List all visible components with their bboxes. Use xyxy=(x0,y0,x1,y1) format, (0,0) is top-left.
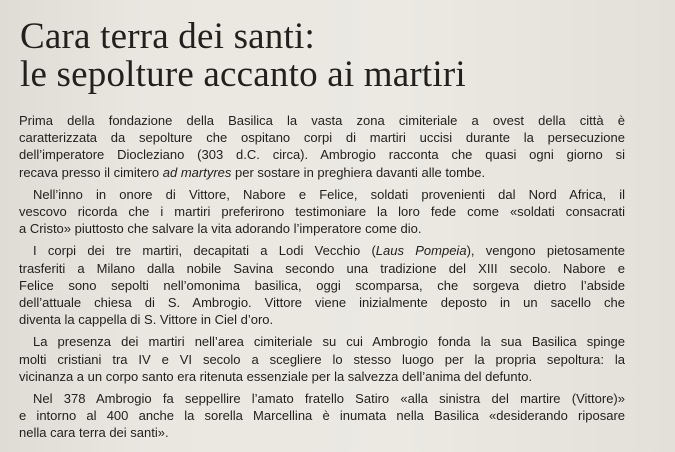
text-line xyxy=(19,242,625,259)
text-line: vescovo ricorda che i martiri preferirono testimoniare la loro fede come «soldati consacrati xyxy=(19,204,625,220)
body-text xyxy=(19,112,625,447)
text-fragment: I corpi dei tre martiri, decapitati a Lodi Vecchio ( xyxy=(33,243,376,259)
paragraph-2 xyxy=(19,186,625,238)
text-line: Prima della fondazione della Basilica la vasta zona cimiteriale a ovest della città è xyxy=(19,113,625,128)
text-line: nella cara terra dei santi». xyxy=(19,425,169,441)
text-line: Nell’inno in onore di Vittore, Nabore e Felice, soldati provenienti dal Nord Africa, il xyxy=(33,186,625,202)
title-line-2: le sepolture accanto ai martiri xyxy=(20,54,466,95)
text-line: dell’attuale chiesa di S. Ambrogio. Vittore viene inizialmente deposto in un sacello che xyxy=(19,295,625,311)
paragraph-1 xyxy=(19,112,625,181)
text-line: caratterizzata da sepolture che ospitano corpi di martiri uccisi durante la persecuzione xyxy=(19,130,625,146)
italic-term: ad martyres xyxy=(162,164,232,180)
text-line: trasferiti a Milano dalla nobile Savina secondo una tradizione del XIII secolo. Nabore e xyxy=(19,260,625,276)
paragraph-4 xyxy=(19,333,625,385)
text-line: Nel 378 Ambrogio fa seppellire l’amato fratello Satiro «alla sinistra del martire (Vittore)» xyxy=(33,391,625,407)
text-fragment: recava presso il cimitero xyxy=(19,164,163,180)
italic-term: Laus Pompeia xyxy=(375,243,467,259)
text-line xyxy=(19,164,625,181)
text-line: dell’imperatore Diocleziano (303 d.C. circa). Ambrogio racconta che quasi ogni giorno si xyxy=(19,147,625,163)
text-line: La presenza dei martiri nell’area cimiteriale su cui Ambrogio fonda la sua Basilica spinge xyxy=(33,334,625,350)
panel-title xyxy=(20,18,466,94)
text-fragment: per sostare in preghiera davanti alle tombe. xyxy=(231,164,486,180)
text-fragment: ), vengono pietosamente xyxy=(466,243,625,259)
text-line: e intorno al 400 anche la sorella Marcellina è inumata nella Basilica «desiderando riposare xyxy=(19,408,625,424)
text-line: Felice sono sepolti nell’omonima basilica, oggi scomparsa, che sorgeva dietro l’abside xyxy=(19,277,625,293)
text-line: diventa la cappella di S. Vittore in Ciel d’oro. xyxy=(19,312,274,328)
title-line-1: Cara terra dei santi: xyxy=(20,16,315,57)
text-line: a Cristo» piuttosto che salvare la vita adorando l’imperatore come dio. xyxy=(19,221,422,237)
text-line: vicinanza a un corpo santo era ritenuta essenziale per la salvezza dell’anima del defunto. xyxy=(19,368,533,384)
paragraph-3 xyxy=(19,242,625,328)
text-line: molti cristiani tra IV e VI secolo a scegliere lo stesso luogo per la propria sepoltura: la xyxy=(19,351,625,367)
paragraph-5 xyxy=(19,390,625,442)
